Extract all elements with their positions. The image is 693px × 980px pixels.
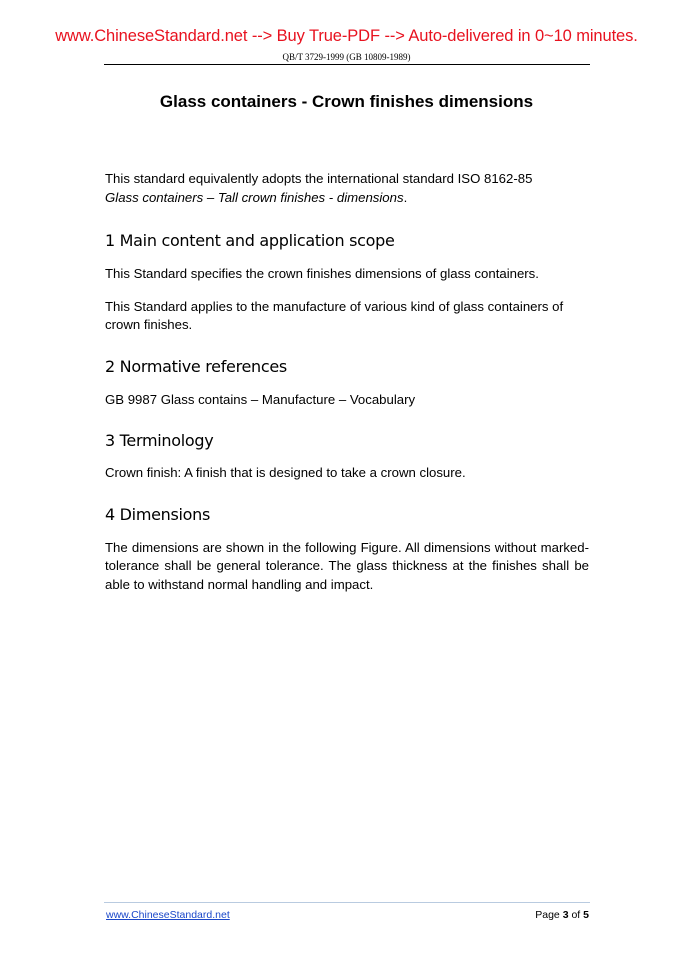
document-body [105, 170, 589, 594]
section-1-heading: 1 Main content and application scope [105, 231, 395, 250]
page-number [535, 909, 589, 921]
page-current: 3 [562, 909, 569, 921]
section-4-heading: 4 Dimensions [105, 504, 211, 524]
standard-code: QB/T 3729-1999 (GB 10809-1989) [282, 52, 411, 62]
header-divider [104, 64, 590, 65]
intro-end: . [403, 189, 408, 205]
page-of: of [571, 909, 581, 921]
page-label: Page [535, 909, 560, 921]
intro-paragraph [105, 170, 589, 207]
intro-iso-title: Glass containers – Tall crown finishes - dimensions [105, 189, 404, 205]
section-3-heading: 3 Terminology [105, 431, 214, 450]
footer-website-link[interactable]: www.ChineseStandard.net [106, 909, 230, 921]
page-total: 5 [583, 909, 589, 921]
section-4-paragraph: The dimensions are shown in the following Figure. All dimensions without marked-tolerance shall be general tolerance. The glass thickness at the finishes shall be able to withstand normal handling and impact. [105, 539, 589, 592]
section-1-paragraph: This Standard specifies the crown finishes dimensions of glass containers. [105, 266, 539, 281]
section-2-heading: 2 Normative references [105, 356, 287, 376]
section-2-paragraph: GB 9987 Glass contains – Manufacture – Vocabulary [105, 391, 416, 407]
footer-divider [104, 902, 590, 903]
document-title: Glass containers - Crown finishes dimensions [159, 92, 534, 111]
promo-banner-link[interactable]: www.ChineseStandard.net --> Buy True-PDF --> Auto-delivered in 0~10 minutes. [55, 27, 638, 45]
section-3-paragraph: Crown finish: A finish that is designed to take a crown closure. [105, 465, 466, 480]
section-1-paragraph: This Standard applies to the manufacture of various kind of glass containers of crown finishes. [105, 298, 564, 332]
intro-text: This standard equivalently adopts the international standard ISO 8162-85 [105, 171, 533, 186]
